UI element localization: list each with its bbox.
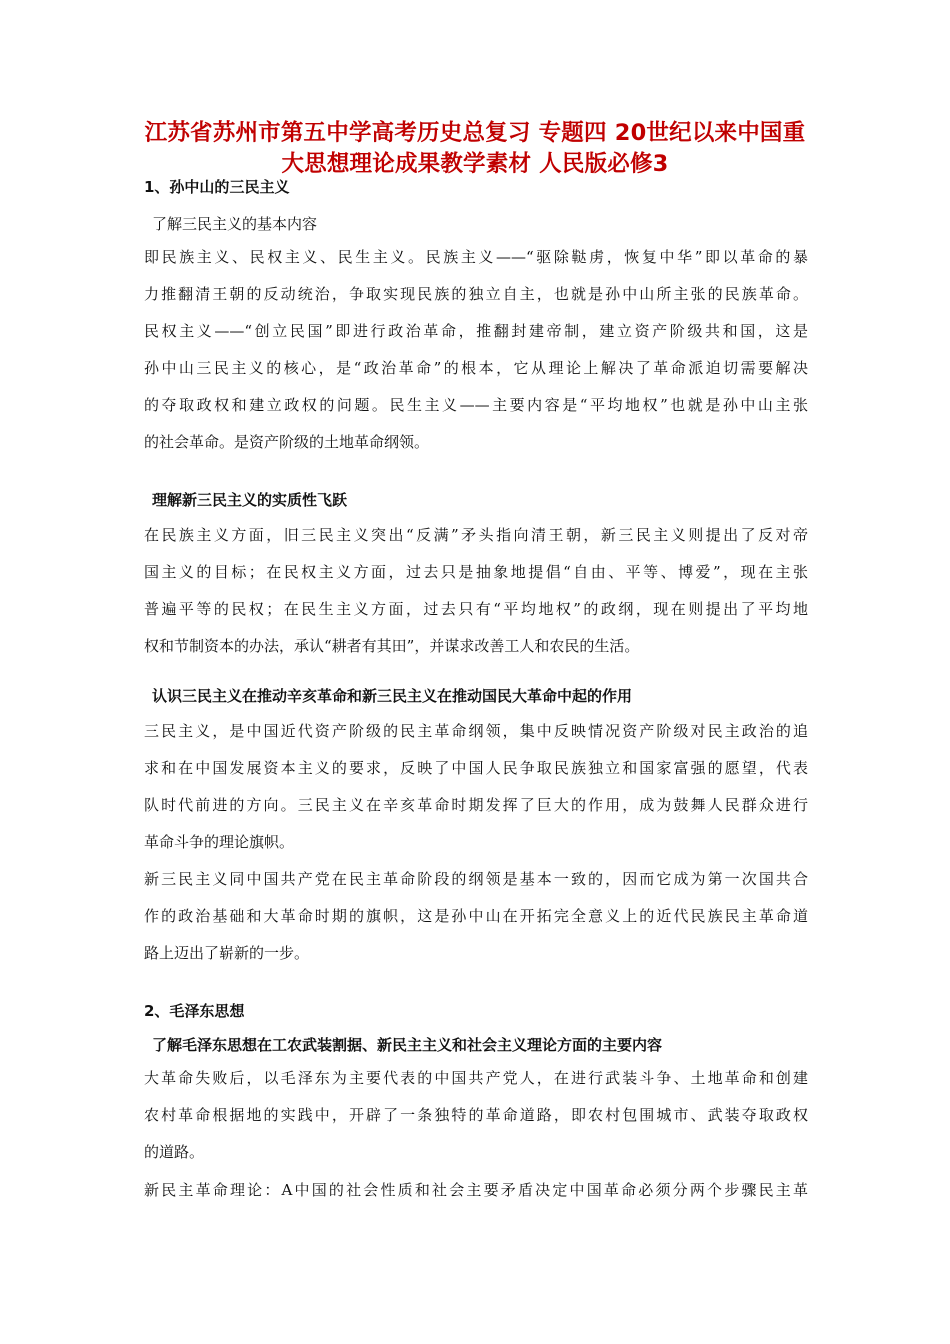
text-line: 革命斗争的理论旗帜。	[144, 833, 295, 851]
subheading-role-of-principles: 认识三民主义在推动辛亥革命和新三民主义在推动国民大革命中起的作用	[152, 687, 633, 705]
subheading-basic-content: 了解三民主义的基本内容	[152, 215, 318, 233]
section-heading-mao-zedong-thought: 2、毛泽东思想	[144, 1002, 245, 1020]
text-line: 权和节制资本的办法，承认“耕者有其田”，并谋求改善工人和农民的生活。	[144, 637, 640, 655]
text-line: 农村革命根据地的实践中，开辟了一条独特的革命道路，即农村包围城市、武装夺取政权	[144, 1106, 808, 1124]
text-line: 的社会革命。是资产阶级的土地革命纲领。	[144, 433, 430, 451]
text-line: 孙中山三民主义的核心，是“政治革命”的根本，它从理论上解决了革命派迫切需要解决	[144, 359, 808, 377]
subheading-mao-main-content: 了解毛泽东思想在工农武装割据、新民主主义和社会主义理论方面的主要内容	[152, 1036, 663, 1054]
text-line: 普遍平等的民权；在民生主义方面，过去只有“平均地权”的政纲，现在则提出了平均地	[144, 600, 808, 618]
paragraph-revolutionary-road	[144, 1063, 808, 1174]
text-line: 新民主革命理论：A中国的社会性质和社会主要矛盾决定中国革命必须分两个步骤民主革	[144, 1181, 808, 1199]
subheading-new-three-principles: 理解新三民主义的实质性飞跃	[152, 491, 348, 509]
text-line: 民权主义——“创立民国”即进行政治革命，推翻封建帝制，建立资产阶级共和国，这是	[144, 322, 808, 340]
text-line: 三民主义，是中国近代资产阶级的民主革命纲领，集中反映情况资产阶级对民主政治的追	[144, 722, 808, 740]
text-line: 队时代前进的方向。三民主义在辛亥革命时期发挥了巨大的作用，成为鼓舞人民群众进行	[144, 796, 808, 814]
text-line: 求和在中国发展资本主义的要求，反映了中国人民争取民族独立和国家富强的愿望，代表	[144, 759, 808, 777]
paragraph-role-national-revolution	[144, 864, 808, 975]
paragraph-three-principles	[144, 242, 808, 464]
paragraph-new-three-principles	[144, 520, 808, 668]
text-line: 新三民主义同中国共产党在民主革命阶段的纲领是基本一致的，因而它成为第一次国共合	[144, 870, 808, 888]
text-line: 的夺取政权和建立政权的问题。民生主义——主要内容是“平均地权”也就是孙中山主张	[144, 396, 808, 414]
paragraph-new-democratic-theory	[144, 1175, 808, 1212]
document-title	[120, 118, 830, 180]
title-line-1: 江苏省苏州市第五中学高考历史总复习 专题四 20世纪以来中国重	[144, 120, 806, 146]
text-line: 在民族主义方面，旧三民主义突出“反满”矛头指向清王朝，新三民主义则提出了反对帝	[144, 526, 808, 544]
text-line: 力推翻清王朝的反动统治，争取实现民族的独立自主，也就是孙中山所主张的民族革命。	[144, 285, 808, 303]
text-line: 的道路。	[144, 1143, 205, 1161]
text-line: 即民族主义、民权主义、民生主义。民族主义——“驱除鞑虏，恢复中华”即以革命的暴	[144, 248, 808, 266]
text-line: 国主义的目标；在民权主义方面，过去只是抽象地提倡“自由、平等、博爱”，现在主张	[144, 563, 808, 581]
text-line: 大革命失败后，以毛泽东为主要代表的中国共产党人，在进行武装斗争、土地革命和创建	[144, 1069, 808, 1087]
text-line: 路上迈出了崭新的一步。	[144, 944, 310, 962]
section-heading-sun-yat-sen: 1、孙中山的三民主义	[144, 178, 290, 196]
title-line-2: 大思想理论成果教学素材 人民版必修3	[281, 151, 669, 177]
paragraph-role-1911-revolution	[144, 716, 808, 864]
text-line: 作的政治基础和大革命时期的旗帜，这是孙中山在开拓完全意义上的近代民族民主革命道	[144, 907, 808, 925]
